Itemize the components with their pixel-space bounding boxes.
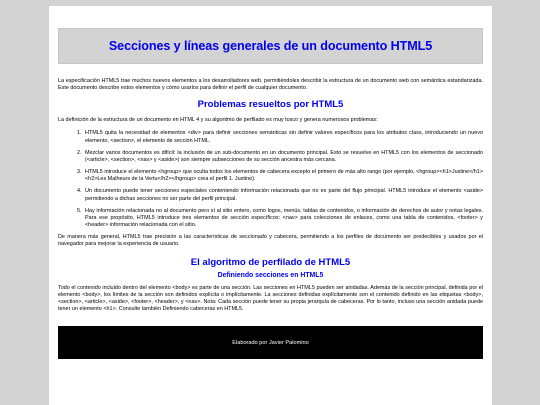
list-item: 2. Mezclar varios documentos es difícil: la inclusión de un sub-documento en un documento principal. Esto se resuelve en HTML5 con los elementos de seccionado (<article>, <section>, <nav> y <aside>) son siempre subsecciones de su sección ancestra más cercana. [83,150,483,164]
footer-text: Elaborado por Javier Palomino [232,339,309,346]
list-item: 4. Un documento puede tener secciones especiales conteniendo información relacionada que no es parte del flujo principal. HTML5 introduce el elemento <aside> permitiendo a dichas secciones no ser parte del perfil principal. [83,188,483,202]
intro-paragraph: La especificación HTML5 trae muchos nuevos elementos a los desarrolladores web, permitiéndoles describir la estructura de un documento web con semántica estandarizada. Este documento describe estos elementos y cómo usarlos para definir el perfil de cualquier documento. [58,78,483,92]
document-page [49,6,492,405]
list-item: 1. HTML5 quita la necesidad de elementos <div> para definir secciones semánticas sin definir valores específicos para los atributos class, introduciendo un nuevo elemento, <section>, el elemento de sección HTML. [83,130,483,144]
list-item: 3. HTML5 introduce el elemento <hgroup> que oculta todos los elementos de cabecera excepto el primero de más alto rango (por ejemplo, <hgroup><h1>Justine</h1><h2>Les Malheurs de la Vertu</h2></hgroup> crea el perfil 1. Justine). [83,169,483,183]
section1-closing: De manera más general, HTML5 trae precisión a las características de seccionado y cabecera, permitiendo a los perfiles de documento ser predecibles y usados por el navegador para mejorar la experiencia de usuario. [58,234,483,248]
page-footer [58,326,483,359]
section-heading-problems: Problemas resueltos por HTML5 [197,99,344,111]
section2-paragraph: Todo el contenido incluido dentro del elemento <body> es parte de una sección. Las secciones en HTML5 pueden ser anidadas. Además de la sección principal, definida por el elemento <body>, los límites de la sección son definidos explícita o implícitamente. La secciones definidas explícitamente son el contenido definido en las etiquetas <body>, <section>, <article>, <aside>, <footer>, <header>, y <nav>. Nota: Cada sección puede tener su propia jerarquía de cabeceras. Por lo tanto, incluso una sección anidada puede tener un elemento <h1>. Consulte también Definiendo cabeceras en HTML5. [58,284,483,312]
page-title: Secciones y líneas generales de un documento HTML5 [108,39,433,53]
problems-list [58,130,483,229]
list-item: 5. Hay información relacionada no al documento pero sí al sitio entero, como logos, menús, tablas de contenidos, o información de derechos de autor y notas legales. Para ese propósito, HTML5 introduce tres elementos de sección específicos: <nav> para colecciones de enlaces, como una tabla de contenidos, <footer> y <header> información relacionada con el sitio. [83,208,483,229]
page-header [58,28,483,64]
subsection-heading-defining: Definiendo secciones en HTML5 [217,271,324,279]
section-heading-algorithm: El algoritmo de perfilado de HTML5 [190,256,351,268]
section1-paragraph: La definición de la estructura de un documento en HTML 4 y su algoritmo de perfilado es muy tosco y genera numerosos problemas: [58,117,378,124]
